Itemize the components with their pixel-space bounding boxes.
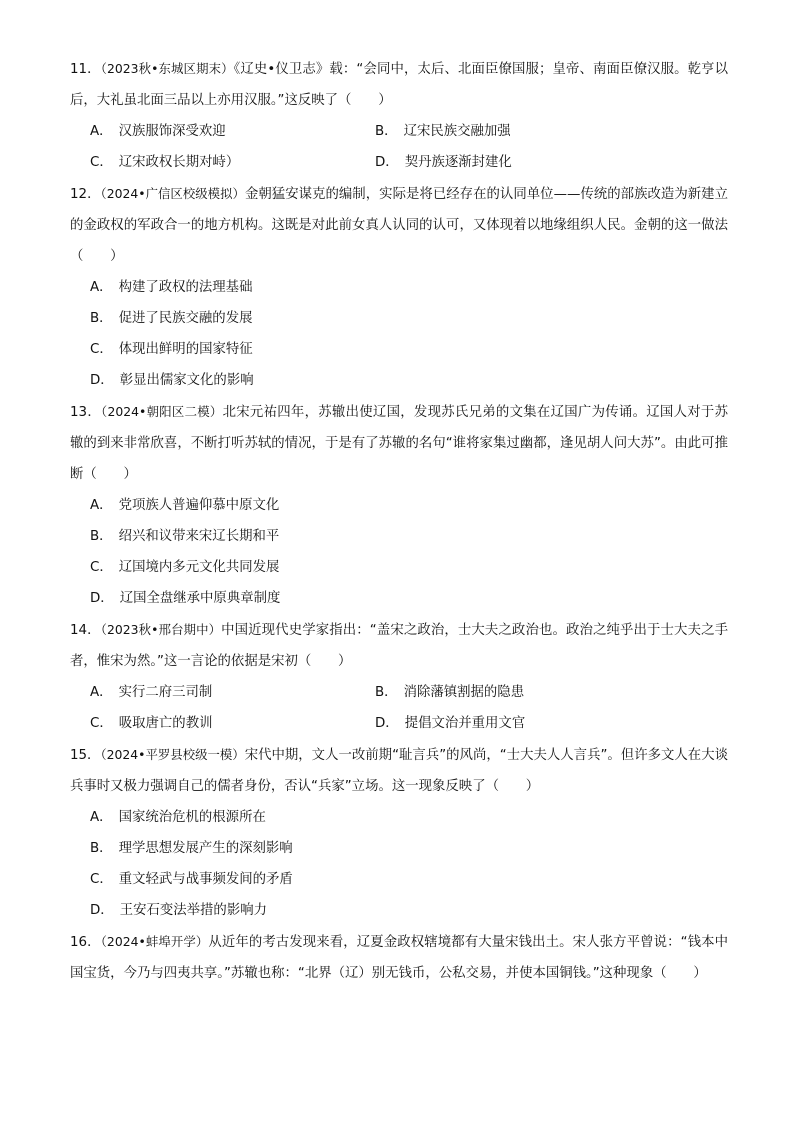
option-c[interactable]: [90, 147, 375, 178]
options-group: [70, 802, 728, 926]
question-number: 14．: [70, 623, 101, 638]
option-text: 吸取唐亡的教训: [118, 716, 213, 731]
option-b[interactable]: [375, 677, 728, 708]
question-number: 15．: [70, 748, 101, 763]
option-text: 体现出鲜明的国家特征: [118, 342, 253, 357]
option-letter: B．: [90, 311, 113, 326]
option-text: 消除藩镇割据的隐患: [403, 685, 525, 700]
option-letter: A．: [90, 124, 113, 139]
options-group: [70, 490, 728, 614]
question-source: （2024•蚌埠开学）: [100, 934, 209, 949]
option-text: 辽宋民族交融加强: [403, 124, 511, 139]
option-text: 促进了民族交融的发展: [118, 311, 253, 326]
option-d[interactable]: [90, 365, 728, 396]
option-letter: B．: [375, 124, 398, 139]
option-d[interactable]: [375, 708, 728, 739]
option-letter: D．: [90, 903, 114, 918]
option-text: 辽国全盘继承中原典章制度: [119, 591, 281, 606]
question-text: 金朝猛安谋克的编制，实际是将已经存在的认同单位——传统的部族改造为新建立的金政权的军政合一的地方机构。这既是对此前女真人认同的认可，又体现着以地缘组织人民。金朝的这一做法（ ）: [70, 187, 728, 264]
option-a[interactable]: [90, 272, 728, 303]
option-text: 彰显出儒家文化的影响: [119, 373, 254, 388]
option-letter: D．: [90, 591, 114, 606]
question-stem: [70, 53, 728, 116]
option-b[interactable]: [375, 116, 728, 147]
option-b[interactable]: [90, 521, 728, 552]
option-text: 契丹族逐渐封建化: [404, 155, 512, 170]
option-text: 王安石变法举措的影响力: [119, 903, 267, 918]
question-text: 《辽史•仪卫志》载：“会同中，太后、北面臣僚国服；皇帝、南面臣僚汉服。乾亨以后，大礼虽北面三品以上亦用汉服。”这反映了（ ）: [70, 62, 728, 108]
option-a[interactable]: [90, 490, 728, 521]
option-text: 重文轻武与战事频发间的矛盾: [118, 872, 293, 887]
option-text: 实行二府三司制: [118, 685, 213, 700]
question-stem: [70, 396, 728, 490]
option-a[interactable]: [90, 677, 375, 708]
option-text: 绍兴和议带来宋辽长期和平: [118, 529, 280, 544]
question-text: 北宋元祐四年，苏辙出使辽国，发现苏氏兄弟的文集在辽国广为传诵。辽国人对于苏辙的到来非常欣喜，不断打听苏轼的情况，于是有了苏辙的名句“谁将家集过幽都，逢见胡人问大苏”。由此可推断（ ）: [70, 405, 728, 482]
options-group: [70, 677, 728, 739]
question-number: 16．: [70, 935, 101, 950]
question-number: 11．: [70, 62, 101, 77]
option-letter: D．: [375, 716, 399, 731]
option-text: 提倡文治并重用文官: [404, 716, 526, 731]
question-source: （2024•平罗县校级一模）: [100, 747, 245, 762]
option-text: 国家统治危机的根源所在: [118, 810, 266, 825]
options-group: [70, 272, 728, 396]
options-group: [70, 116, 728, 178]
option-text: 汉族服饰深受欢迎: [118, 124, 226, 139]
option-a[interactable]: [90, 116, 375, 147]
question-text: 中国近现代史学家指出：“盖宋之政治，士大夫之政治也。政治之纯乎出于士大夫之手者，惟宋为然。”这一言论的依据是宋初（ ）: [70, 623, 728, 669]
option-c[interactable]: [90, 552, 728, 583]
question-text: 宋代中期，文人一改前期“耻言兵”的风尚，“士大夫人人言兵”。但许多文人在大谈兵事时又极力强调自己的儒者身份，否认“兵家”立场。这一现象反映了（ ）: [70, 748, 728, 794]
option-letter: A．: [90, 498, 113, 513]
question-text: 从近年的考古发现来看，辽夏金政权辖境都有大量宋钱出土。宋人张方平曾说：“钱本中国宝货，今乃与四夷共享。”苏辙也称：“北界（辽）别无钱币，公私交易，并使本国铜钱。”这种现象（ ）: [70, 935, 728, 981]
question-stem: [70, 614, 728, 677]
question-source: （2024•朝阳区二模）: [100, 404, 223, 419]
question-stem: [70, 178, 728, 272]
option-letter: C．: [90, 872, 113, 887]
option-letter: B．: [375, 685, 398, 700]
option-b[interactable]: [90, 833, 728, 864]
option-letter: B．: [90, 529, 113, 544]
question-stem: [70, 926, 728, 989]
option-letter: C．: [90, 716, 113, 731]
option-c[interactable]: [90, 334, 728, 365]
option-d[interactable]: [90, 583, 728, 614]
option-text: 党项族人普遍仰慕中原文化: [118, 498, 280, 513]
option-b[interactable]: [90, 303, 728, 334]
option-text: 理学思想发展产生的深刻影响: [118, 841, 293, 856]
option-letter: D．: [90, 373, 114, 388]
question-15: [70, 739, 728, 926]
option-text: 构建了政权的法理基础: [118, 280, 253, 295]
question-13: [70, 396, 728, 614]
question-number: 12．: [70, 187, 101, 202]
question-source: （2023秋•邢台期中）: [100, 622, 222, 637]
question-number: 13．: [70, 405, 101, 420]
question-14: [70, 614, 728, 739]
option-letter: C．: [90, 342, 113, 357]
question-16: [70, 926, 728, 989]
option-letter: A．: [90, 280, 113, 295]
option-d[interactable]: [375, 147, 728, 178]
option-letter: A．: [90, 810, 113, 825]
question-11: [70, 53, 728, 178]
option-letter: C．: [90, 560, 113, 575]
question-source: （2023秋•东城区期末）: [100, 61, 234, 76]
option-text: 辽国境内多元文化共同发展: [118, 560, 280, 575]
option-letter: D．: [375, 155, 399, 170]
option-letter: B．: [90, 841, 113, 856]
option-a[interactable]: [90, 802, 728, 833]
option-c[interactable]: [90, 708, 375, 739]
question-stem: [70, 739, 728, 802]
option-letter: A．: [90, 685, 113, 700]
question-source: （2024•广信区校级模拟）: [100, 186, 245, 201]
option-text: 辽宋政权长期对峙）: [118, 155, 240, 170]
option-d[interactable]: [90, 895, 728, 926]
option-c[interactable]: [90, 864, 728, 895]
option-letter: C．: [90, 155, 113, 170]
question-12: [70, 178, 728, 396]
